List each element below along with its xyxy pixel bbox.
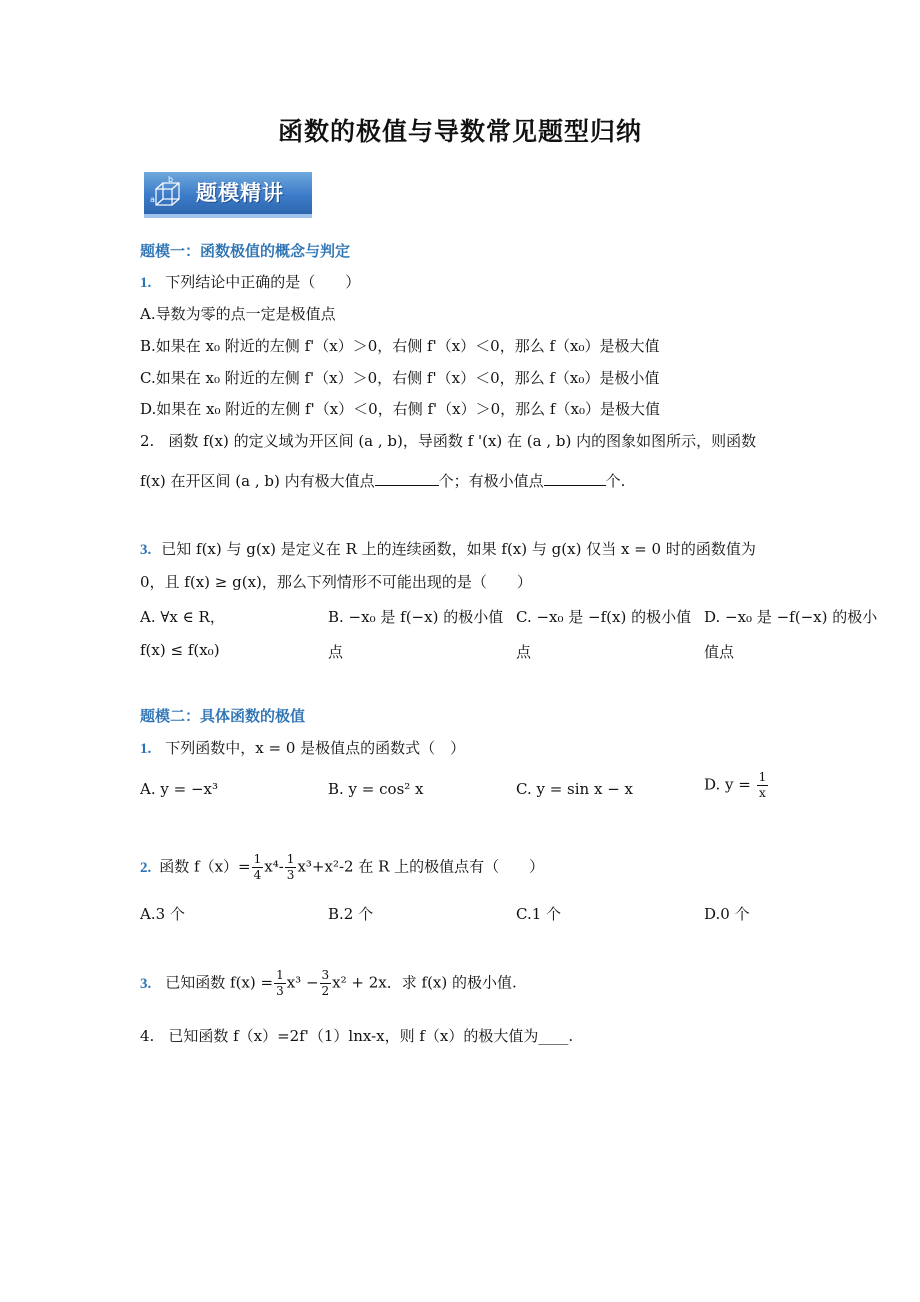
s1-q1-number: 1.	[140, 275, 152, 291]
fraction-numerator: 3	[321, 968, 330, 982]
s1-q1-option-b: B.如果在 x₀ 附近的左侧 f'（x）＞0，右侧 f'（x）＜0，那么 f（x₀）是极大值	[140, 337, 660, 355]
s2-q3-number: 3.	[140, 975, 152, 992]
s1-q3-option-b-line1: B. −x₀ 是 f(−x) 的极小值	[328, 608, 504, 626]
banner-label: 题模精讲	[196, 181, 284, 205]
s2-q2-stem	[140, 852, 544, 883]
s2-q1-option-a: A. y = −x³	[140, 780, 218, 798]
s2-q2-option-c: C.1 个	[516, 905, 562, 923]
s2-q3-fraction-1	[274, 968, 286, 999]
s1-q2-number: 2.	[140, 432, 155, 450]
s2-q1-number: 1.	[140, 741, 152, 757]
s2-q4-text: 已知函数 f（x）=2f'（1）lnx-x，则 f（x）的极大值为____.	[168, 1027, 574, 1045]
s2-q1-option-c: C. y = sin x − x	[516, 780, 634, 798]
s1-q2-line1	[140, 430, 756, 451]
fraction-denominator: 2	[321, 984, 330, 998]
s2-q3-post: x² + 2x．求 f(x) 的极小值.	[332, 973, 517, 992]
s2-q2-fraction-2	[285, 852, 297, 883]
s2-q1-option-d	[704, 770, 769, 801]
s2-q2-post: x³+x²-2 在 R 上的极值点有（ ）	[297, 857, 545, 876]
svg-text:a: a	[150, 195, 155, 204]
s1-q3-option-a-line2: f(x) ≤ f(x₀)	[140, 641, 220, 659]
s1-q1-option-c: C.如果在 x₀ 附近的左侧 f'（x）＞0，右侧 f'（x）＜0，那么 f（x₀）是极小值	[140, 369, 660, 387]
s1-q2-blank1[interactable]	[375, 471, 439, 486]
s1-q1-text: 下列结论中正确的是（ ）	[165, 273, 361, 291]
s2-q3-pre: 已知函数 f(x) =	[165, 973, 274, 992]
fraction-numerator: 1	[253, 852, 262, 866]
section-banner	[144, 172, 312, 218]
s1-q3-text1: 已知 f(x) 与 g(x) 是定义在 R 上的连续函数，如果 f(x) 与 g(x) 仅当 x = 0 时的函数值为	[161, 540, 756, 558]
fraction-numerator: 1	[758, 770, 767, 784]
s1-q3-option-c-line2: 点	[516, 643, 532, 661]
s2-q1-option-d-fraction	[757, 770, 769, 801]
s2-q4-stem	[140, 1025, 573, 1046]
fraction-numerator: 1	[276, 968, 284, 982]
s2-q1-option-b: B. y = cos² x	[328, 780, 424, 798]
s1-q1-option-a: A.导数为零的点一定是极值点	[140, 305, 336, 323]
s2-q4-number: 4.	[140, 1027, 155, 1045]
s2-q1-text: 下列函数中，x = 0 是极值点的函数式（ ）	[165, 739, 466, 757]
s1-q3-option-d-line2: 值点	[704, 643, 735, 661]
section2-heading: 题模二：具体函数的极值	[140, 707, 306, 725]
s1-q2-text2b: 个；有极小值点	[438, 472, 544, 490]
s1-q1-stem	[140, 271, 360, 292]
s1-q2-text2a: f(x) 在开区间 (a , b) 内有极大值点	[140, 472, 375, 490]
s1-q3-option-b-line2: 点	[328, 643, 344, 661]
s2-q1-option-d-prefix: D. y =	[704, 775, 751, 794]
page-title: 函数的极值与导数常见题型归纳	[277, 117, 642, 146]
s1-q3-option-a-line1: A. ∀x ∈ R，	[140, 608, 225, 626]
fraction-denominator: x	[759, 786, 766, 800]
s2-q3-fraction-2	[320, 968, 332, 999]
s2-q2-fraction-1	[252, 852, 264, 883]
svg-text:b: b	[168, 175, 174, 184]
s2-q2-option-b: B.2 个	[328, 905, 374, 923]
fraction-denominator: 3	[276, 984, 284, 998]
s1-q3-option-d-line1: D. −x₀ 是 −f(−x) 的极小	[704, 608, 878, 626]
fraction-numerator: 1	[286, 852, 295, 866]
s1-q2-text2c: 个.	[605, 472, 626, 490]
s2-q3-stem	[140, 968, 517, 999]
s1-q3-option-c-line1: C. −x₀ 是 −f(x) 的极小值	[516, 608, 692, 626]
s2-q2-mid: x⁴-	[264, 857, 284, 876]
s1-q2-line2	[140, 470, 625, 491]
s2-q3-mid: x³ −	[286, 973, 319, 992]
s1-q3-number: 3.	[140, 542, 152, 558]
s2-q2-number: 2.	[140, 859, 152, 876]
s1-q3-line2: 0，且 f(x) ≥ g(x)，那么下列情形不可能出现的是（ ）	[140, 573, 532, 591]
s2-q2-option-a: A.3 个	[140, 905, 185, 923]
s1-q2-text1: 函数 f(x) 的定义域为开区间 (a , b)，导函数 f '(x) 在 (a , b) 内的图象如图所示，则函数	[168, 432, 757, 450]
s2-q1-stem	[140, 737, 465, 758]
fraction-denominator: 3	[286, 868, 295, 882]
section1-heading: 题模一：函数极值的概念与判定	[140, 242, 351, 260]
s2-q2-pre: 函数 f（x）=	[159, 857, 251, 876]
s1-q1-option-d: D.如果在 x₀ 附近的左侧 f'（x）＜0，右侧 f'（x）＞0，那么 f（x₀）是极大值	[140, 400, 660, 418]
fraction-denominator: 4	[253, 868, 262, 882]
s1-q3-line1	[140, 538, 756, 559]
s1-q2-blank2[interactable]	[544, 471, 606, 486]
s2-q2-option-d: D.0 个	[704, 905, 750, 923]
